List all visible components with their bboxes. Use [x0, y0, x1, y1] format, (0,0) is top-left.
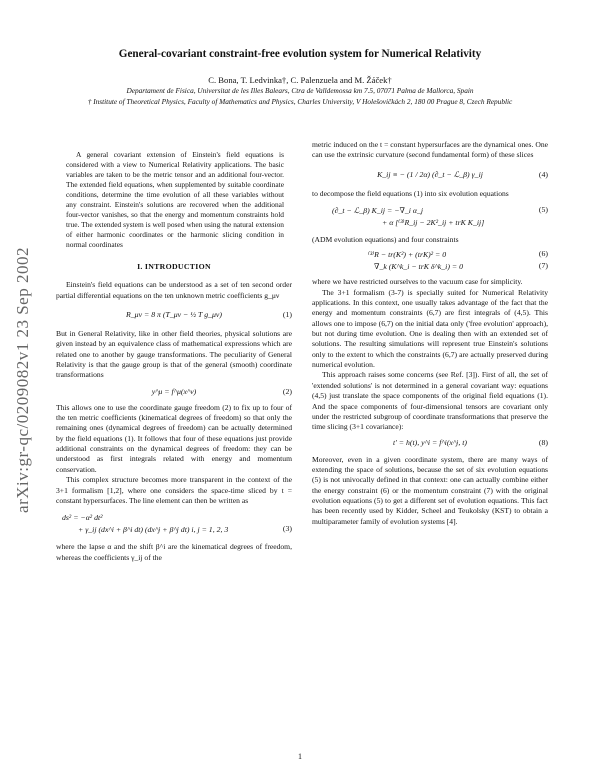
- paragraph: This allows one to use the coordinate gauge freedom (2) to fix up to four of the ten metric coefficients (kinematical degrees of freedom) so that only the remaining ones (dynamical degrees of freedom) can be actually determined by the field equations (1). It follows that four of these equations just provide additional constraints on the dynamical degrees of freedom: they can be understood as first integrals related with energy and momentum conservation.: [56, 402, 292, 474]
- paragraph: But in General Relativity, like in other field theories, physical solutions are given instead by an equivalence class of mathematical expressions which are related one to another by gauge transformations. The peculiarity of General Relativity is that the gauge group is that of the general (smooth) coordinate transformations: [56, 329, 292, 380]
- equation-body: K_ij ≡ − (1 / 2α) (∂_t − ℒ_β) γ_ij: [377, 169, 483, 179]
- arxiv-identifier: arXiv:gr-qc/0209082v1 23 Sep 2002: [13, 247, 32, 513]
- equation-8: [312, 433, 548, 455]
- paragraph: where we have restricted ourselves to the vacuum case for simplicity.: [312, 277, 523, 287]
- paragraph: This complex structure becomes more transparent in the context of the 3+1 formalism [1,2], where one considers the space-time sliced by t = constant hypersurfaces. The line element can then be written as: [56, 475, 292, 505]
- equations-6-7: [312, 249, 548, 273]
- affiliation-2: † Institute of Theoretical Physics, Faculty of Mathematics and Physics, Charles University, V Holešovičkách 2, 180 00 Prague 8, Czech Republic: [87, 96, 513, 106]
- equation-number: (3): [282, 524, 292, 534]
- equation-line: ds² = −α² dt²: [62, 513, 103, 523]
- paragraph: Einstein's field equations can be understood as a set of ten second order partial differential equations on the ten unknown metric coefficients g_μν: [56, 280, 292, 300]
- equation-3: [56, 512, 292, 536]
- equation-body: t' = h(t), y^i = f^i(x^j, t): [392, 438, 468, 448]
- left-column: [56, 262, 292, 563]
- equation-body: R_μν = 8 π (T_μν − ½ T g_μν): [126, 309, 222, 319]
- equation-body: y^μ = f^μ(x^ν): [151, 386, 197, 396]
- equation-line: + γ_ij (dx^i + β^i dt) (dx^j + β^j dt) i, j = 1, 2, 3: [78, 525, 229, 535]
- section-heading: I. INTRODUCTION: [137, 262, 211, 271]
- equation-line: ⁽³⁾R − tr(K²) + (trK)² = 0: [368, 250, 447, 260]
- page-number: 1: [298, 752, 302, 761]
- author-list: C. Bona, T. Ledvinka†, C. Palenzuela and M. Žáček†: [208, 75, 392, 85]
- right-column: [312, 140, 548, 527]
- equation-1: [56, 301, 292, 329]
- equation-4: [312, 161, 548, 189]
- equation-number: (1): [282, 309, 292, 319]
- affiliations: [62, 86, 538, 107]
- paragraph: to decompose the field equations (1) into six evolution equations: [312, 188, 509, 198]
- equation-number: (5): [538, 205, 548, 215]
- abstract: A general covariant extension of Einstein's field equations is considered with a view to Numerical Relativity applications. The basic variables are taken to be the metric tensor and an additional four-vector. The extended field equations, when supplemented by suitable coordinate conditions, determine the time evolution of all these variables without any constraint. Einstein's solutions are recovered when the additional four-vector vanishes, so that the energy and momentum constraints hold true. The extended system is well posed when using the natural extension of either harmonic coordinates or the harmonic slicing condition in normal coordinates: [66, 150, 284, 249]
- equation-2: [56, 381, 292, 403]
- paragraph: where the lapse α and the shift β^i are the kinematical degrees of freedom, whereas the coefficients γ_ij of the: [56, 542, 292, 562]
- equation-number: (2): [282, 386, 292, 396]
- paragraph: metric induced on the t = constant hypersurfaces are the dynamical ones. One can use the extrinsic curvature (second fundamental form) of these slices: [312, 140, 548, 160]
- paper-title: General-covariant constraint-free evolution system for Numerical Relativity: [118, 48, 482, 60]
- paragraph: (ADM evolution equations) and four constraints: [312, 235, 459, 245]
- equation-5: [312, 205, 548, 229]
- paragraph: Moreover, even in a given coordinate system, there are many ways of extending the space of solutions, because the set of six evolution equations (5) is not univocally defined in that context: one can actually combine either the energy constraint (6) or the momentum constraint (7) with the original evolution equations (5) to get a different set of evolution equations. This fact has been recently used by Kidder, Scheel and Teukolsky (KST) to obtain a multiparameter family of evolution systems [4].: [312, 454, 548, 526]
- equation-number: (4): [538, 169, 548, 179]
- arxiv-sidebar: [2, 200, 44, 560]
- equation-number: (7): [538, 261, 548, 271]
- affiliation-1: Departament de Fisica, Universitat de les Illes Balears, Ctra de Valldemossa km 7.5, 07071 Palma de Mallorca, Spain: [126, 86, 474, 95]
- equation-number: (6): [538, 249, 548, 259]
- paragraph: This approach raises some concerns (see Ref. [3]). First of all, the set of 'extended solutions' is not determined in a general covariant way: equations (4,5) just translate the space components of the original field equations (1). And the space components of four-dimensional tensors are covariant only under the restricted subgroup of coordinate transformations that preserve the time slicing (3+1 covariance):: [312, 370, 548, 432]
- paragraph: The 3+1 formalism (3-7) is specially suited for Numerical Relativity applications. In this context, one usually takes advantage of the fact that the energy and momentum constraints (6,7) are first integrals of (4,5). This allows one to impose (6,7) on the initial data only ('free evolution' approach), but not during time evolution. One is dealing then with an extended set of solutions. The resulting simulations will represent true Einstein's solutions only to the extent to which the constraints (6,7) are actually preserved during numerical evolution.: [312, 287, 548, 370]
- equation-line: + α [⁽³⁾R_ij − 2K²_ij + trK K_ij]: [382, 218, 485, 228]
- equation-number: (8): [538, 438, 548, 448]
- equation-line: (∂_t − ℒ_β) K_ij = −∇_i α_j: [332, 206, 424, 216]
- equation-line: ∇_k (K^k_i − trK δ^k_i) = 0: [374, 262, 463, 272]
